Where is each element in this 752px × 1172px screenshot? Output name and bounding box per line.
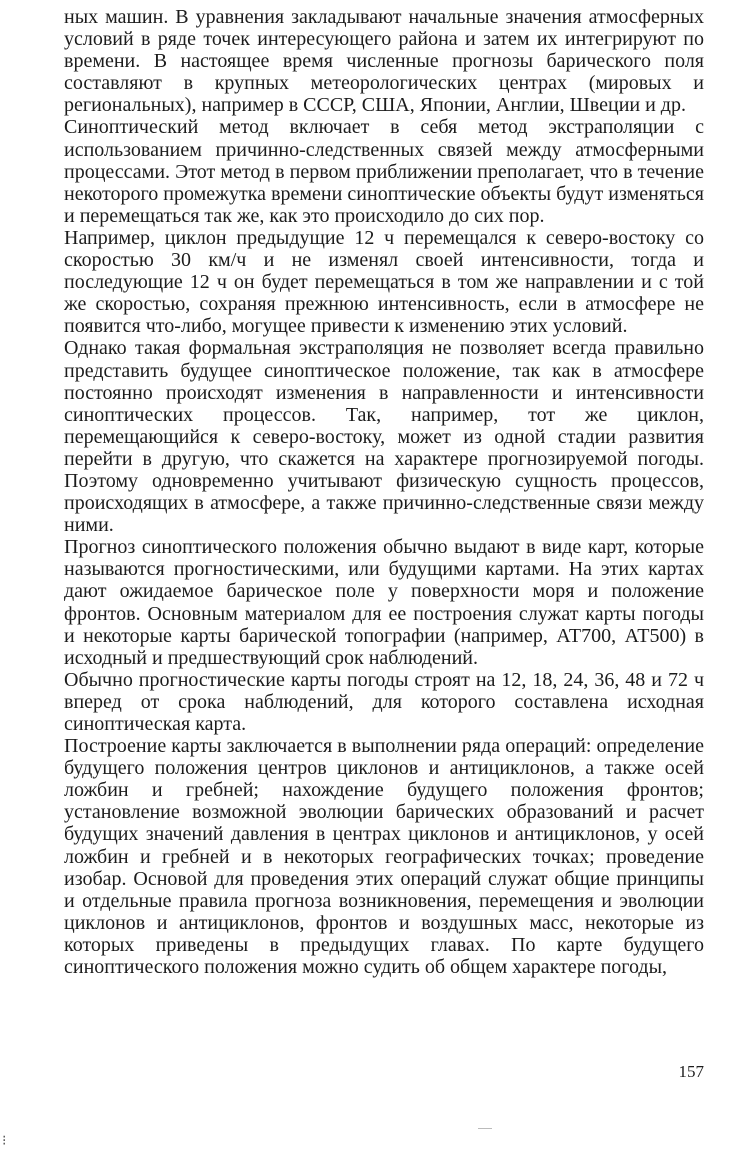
scan-artifact-mark: ⁝ [2, 1133, 7, 1149]
paragraph-5: Прогноз синоптического положения обычно выдают в виде карт, которые называются прогностическими, или будущими картами. На этих картах дают ожидаемое барическое поле у поверхности моря и положение фронтов. Основным материалом для ее построения служат карты погоды и некоторые карты барической топографии (например, АТ700, АТ500) в исходный и предшествующий срок наблюдений. [64, 536, 704, 669]
paragraph-2: Синоптический метод включает в себя метод экстраполяции с использованием причинно-следственных связей между атмосферными процессами. Этот метод в первом приближении преполагает, что в течение некоторого промежутка времени синоптические объекты будут изменяться и перемещаться так же, как это происходило до сих пор. [64, 116, 704, 227]
scan-artifact-dash [478, 1128, 492, 1129]
paragraph-6: Обычно прогностические карты погоды строят на 12, 18, 24, 36, 48 и 72 ч вперед от срока наблюдений, для которого составлена исходная синоптическая карта. [64, 668, 704, 735]
paragraph-3: Например, циклон предыдущие 12 ч перемещался к северо-востоку со скоростью 30 км/ч и не изменял своей интенсивности, тогда и последующие 12 ч он будет перемещаться в том же направлении и с той же скоростью, сохраняя прежнюю интенсивность, если в атмосфере не появится что-либо, могущее привести к изменению этих условий. [64, 226, 704, 338]
page-body [64, 6, 704, 978]
paragraph-4: Однако такая формальная экстраполяция не позволяет всегда правильно представить будущее синоптическое положение, так как в атмосфере постоянно происходят изменения в направленности и интенсивности синоптических процессов. Так, например, тот же циклон, перемещающийся к северо-востоку, может из одной стадии развития перейти в другую, что скажется на характере прогнозируемой погоды. Поэтому одновременно учитывают физическую сущность процессов, происходящих в атмосфере, а также причинно-следственные связи между ними. [64, 337, 704, 537]
paragraph-7: Построение карты заключается в выполнении ряда операций: определение будущего положения центров циклонов и антициклонов, а также осей ложбин и гребней; нахождение будущего положения фронтов; установление возможной эволюции барических образований и расчет будущих значений давления в центрах циклонов и антициклонов, у осей ложбин и гребней и в некоторых географических точках; проведение изобар. Основой для проведения этих операций служат общие принципы и отдельные правила прогноза возникновения, перемещения и эволюции циклонов и антициклонов, фронтов и воздушных масс, некоторые из которых приведены в предыдущих главах. По карте будущего синоптического положения можно судить об общем характере погоды, [64, 735, 704, 979]
paragraph-1: ных машин. В уравнения закладывают начальные значения атмосферных условий в ряде точек интересующего района и затем их интегрируют по времени. В настоящее время численные прогнозы барического поля составляют в крупных метеорологических центрах (мировых и региональных), например в СССР, США, Японии, Англии, Швеции и др. [64, 6, 704, 117]
page-number: 157 [678, 1062, 704, 1081]
